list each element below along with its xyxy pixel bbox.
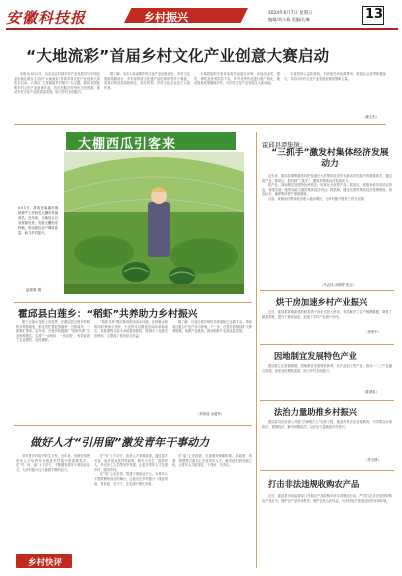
brief3-rule — [260, 400, 394, 401]
lead-headline: “大地流彩”首届乡村文化产业创意大赛启动 — [26, 47, 330, 65]
huoshan-byline: （刘家清 余道军） — [196, 412, 225, 416]
right-body: 近年来，霍邱县谭集镇坚持把发展壮大村集体经济作为推动乡村振兴的重要抓手，通过抓产业、抓项目、抓机制“三抓手”，激发村集体经济发展动力。 抓产业，因地制宜发展特色种养业，培育壮大优势产业；抓项目，积极争取各类项目资金，谋划实施一批带动能力强的集体经济项目；抓机制，健全完善村集体经济管理制度，规范运行，确保集体资产保值增值。 目前，该镇各村集体经济收入稳步增长，为乡村振兴提供了有力支撑。 — [262, 174, 392, 201]
brief2-title: 因地制宜发展特色产业 — [274, 351, 357, 361]
feature-headline: 做好人才“引用留”激发青年干事动力 — [30, 436, 210, 449]
section-name: 乡村振兴 — [144, 11, 188, 24]
issue-date: 2024年6月7日 星期五 — [268, 11, 313, 16]
lead-column-1: 本报讯 6月2日，由农业农村部乡村产业发展司与中国农业出版社联合主办的“大地流彩”首届乡村文化产业创意大赛在京启动。大赛以“文化赋能乡村振兴”为主题，面向全国征集乡村文化产业创意作品，旨在挖掘乡村特色文化资源，推动乡村文化产业高质量发展，助力乡村全面振兴。 — [14, 72, 100, 95]
brief4-rule — [260, 470, 394, 471]
page-number: 13 — [365, 7, 384, 22]
lead-rule — [14, 124, 386, 125]
right-column-divider — [256, 132, 257, 568]
brief1-rule — [260, 290, 394, 291]
huoshan-rule-top — [14, 302, 252, 303]
lead-column-2: 据了解，本次大赛设置乡村文化产业创意设计、乡村文化旅游线路设计、乡村非物质文化遗产活化利用等多个赛道，参赛对象包括高校师生、设计机构、乡村文化企业及个人创作者。 — [104, 72, 190, 90]
feature-column-1: 青年是乡村振兴的生力军。近年来，各地坚持把青年人才培养作为推进乡村振兴的重要抓手，在“引、用、留”上下功夫，不断激发青年干事创业动力，为乡村振兴注入源源不断的活力。 — [16, 454, 90, 472]
huoshan-column-3: 据了解，目前白莲乡稻虾共养面积已达数千亩，带动周边数百户农户参与养殖。下一步，白莲乡将继续扩大种养规模，延伸产业链条，推动稻虾产业高质量发展。 — [172, 320, 252, 334]
huoshan-headline: 霍邱县白莲乡：“稻虾”共养助力乡村振兴 — [18, 309, 198, 320]
editor-credits: 编辑/刘小燕 美编/孔琳 — [268, 17, 310, 22]
melon-credit: 赵源源 摄 — [26, 288, 42, 292]
melon-caption: 6月1日，游客在巢湖市炯炀镇牛王村西瓜大棚内采摘西瓜。近年来，当地结合自身资源优势，发展大棚西瓜种植，带动周边农户增收致富，助力乡村振兴。 — [18, 206, 58, 235]
lead-column-4: 大赛坚持公益性原则，不收取任何参赛费用，欢迎社会各界积极参与，共同为乡村文化产业发展贡献智慧和力量。 — [284, 72, 386, 81]
brief1-title: 烘干房加速乡村产业振兴 — [276, 297, 368, 307]
right-headline: “三抓手”激发村集体经济发展动力 — [271, 148, 389, 169]
brief4-body: 近日，霍邱县市场监管部门开展农产品收购市场专项整治行动，严厉打击非法违规收购农产品行为，维护农产品市场秩序，保护农民合法权益，为乡村振兴营造良好的市场环境。 — [262, 494, 392, 503]
right-byline: （马志伟 余婷婷 张宝） — [320, 283, 357, 287]
brief2-byline: （霍城宣） — [362, 390, 379, 394]
column-tag-label: 乡村快评 — [28, 558, 63, 568]
lead-column-3: 大赛将组织专家对参赛作品进行评审，评选出金奖、银奖、铜奖及优秀奖若干名，并对优秀作品进行推广转化，推动创意成果落地乡村，为乡村文化产业发展注入新动能。 — [194, 72, 280, 86]
brief4-title: 打击非法违规收购农产品 — [268, 479, 360, 489]
huoshan-column-2: “稻虾共养”模式利用稻田浅水环境，在种植水稻的同时养殖小龙虾，小龙虾可以摄食田间杂草和害虫，其排泄物又能为水稻提供肥料，既减少了化肥农药使用，又提高了稻田综合效益。 — [94, 320, 168, 338]
melon-photo — [64, 152, 244, 294]
masthead-rule — [6, 28, 398, 30]
melon-title: 大棚西瓜引客来 — [78, 137, 177, 152]
feature-column-3: 在“留”上见真情，完善服务保障机制。从政策、待遇、情感等方面关心关爱青年人才，解决他们的后顾之忧，让青年人才留得住、干得好、有奔头。 — [172, 454, 252, 468]
brief3-title: 法治力量助推乡村振兴 — [274, 407, 357, 417]
masthead — [6, 5, 398, 37]
greenhouse-melon-illustration — [64, 152, 244, 294]
brief1-byline: （李贵中） — [364, 330, 381, 334]
brief2-rule — [260, 344, 394, 345]
feature-rule-top — [14, 425, 252, 426]
paper-name: 安徽科技报 — [6, 9, 87, 27]
feature-column-2: 在“引”上下功夫，拓宽人才来源渠道。通过招才引智、返乡创业扶持等政策，吸引大学生、退役军人、外出务工人员等回乡发展，让更多青年人才扎根乡村、服务乡村。 在“用”上出实招，搭建干事创业平台。为青年人才提供锻炼成长的舞台，让他们在乡村振兴一线经风雨、见世面、长才干，在实践中增长本领。 — [94, 454, 168, 486]
brief3-byline: （许文倩） — [364, 458, 381, 462]
brief1-body: 近日，霍邱县某镇新建的粮食烘干房正式投入使用，有效解决了农户晾晒难题，降低了粮食损耗，提升了粮食品质，加速了乡村产业振兴步伐。 — [262, 310, 392, 319]
brief3-body: 霍邱县司法局深入开展“法律明白人”培养工程，推进乡村法治宣传教育，引导群众办事依法、遇事找法、解决问题用法，以法治力量助推乡村振兴。 — [262, 420, 392, 429]
lead-byline: （龚文杰） — [362, 115, 379, 119]
right-kicker: 霍邱县谭集镇： — [262, 142, 307, 149]
huoshan-column-1: 眼下正值小龙虾上市旺季，在霍邱县白莲乡的稻虾共养基地里，虾农们忙着起笼捕虾、分拣装车，一派繁忙景象。近年来，白莲乡积极推广“稻虾共养”生态种养模式，实现“一水两用、一田双收”，有效促进了农业增效、农民增收。 — [16, 320, 90, 343]
brief2-body: 霍邱县立足资源禀赋，因地制宜发展特色种养、农产品加工等产业，推动一二三产业融合发展，拓宽农民增收渠道，助力乡村全面振兴。 — [262, 364, 392, 373]
